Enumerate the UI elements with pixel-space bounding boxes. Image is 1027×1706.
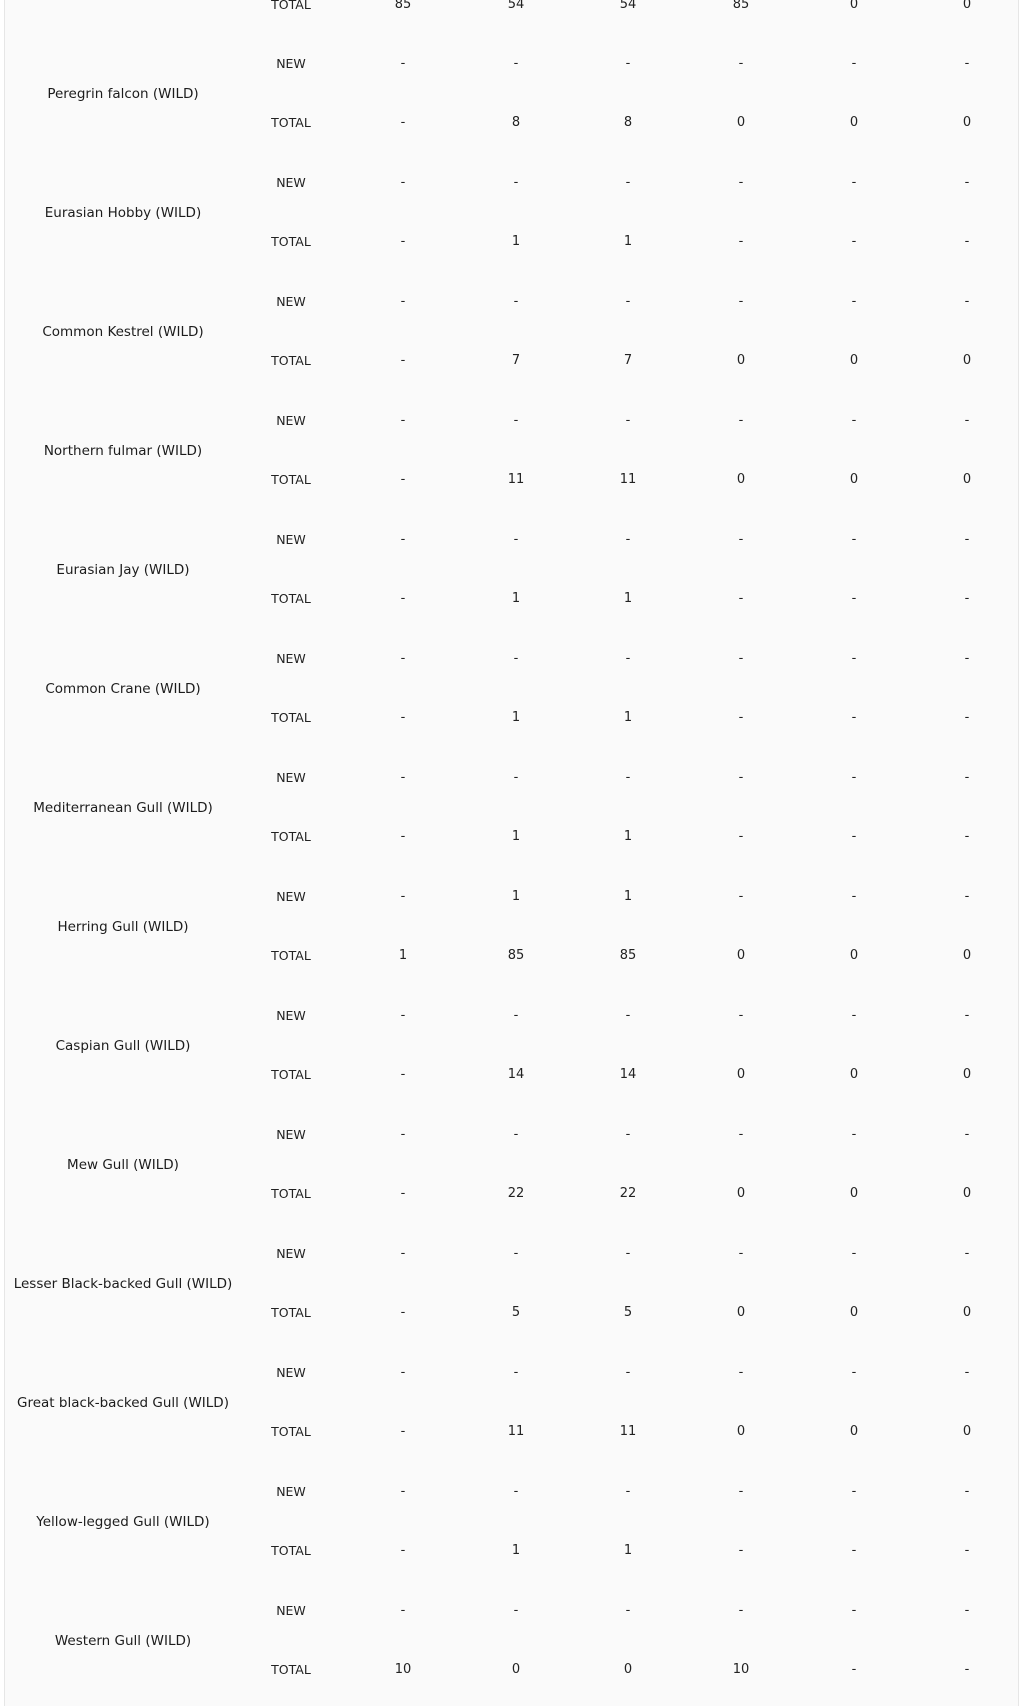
- value-cell: -: [964, 829, 970, 844]
- value-cell: -: [851, 770, 857, 785]
- value-cell: -: [400, 889, 406, 904]
- row-type-label: TOTAL: [271, 1067, 311, 1082]
- row-type-label: NEW: [276, 1603, 306, 1618]
- value-cell: 0: [962, 353, 972, 368]
- value-cell: 1: [511, 1543, 521, 1558]
- value-cell: -: [400, 829, 406, 844]
- value-cell: -: [513, 651, 519, 666]
- value-cell: 85: [732, 0, 750, 12]
- value-cell: 0: [849, 1067, 859, 1082]
- value-cell: -: [851, 234, 857, 249]
- species-name: Lesser Black-backed Gull (WILD): [13, 1275, 233, 1292]
- value-cell: 1: [511, 591, 521, 606]
- value-cell: 0: [736, 1424, 746, 1439]
- value-cell: 1: [398, 948, 408, 963]
- value-cell: -: [625, 1603, 631, 1618]
- row-type-label: TOTAL: [271, 1543, 311, 1558]
- row-type-label: NEW: [276, 1484, 306, 1499]
- row-type-label: TOTAL: [271, 948, 311, 963]
- value-cell: -: [964, 1127, 970, 1142]
- value-cell: -: [964, 532, 970, 547]
- species-name: Great black-backed Gull (WILD): [17, 1394, 229, 1411]
- value-cell: -: [851, 1603, 857, 1618]
- value-cell: -: [964, 889, 970, 904]
- row-type-label: NEW: [276, 294, 306, 309]
- value-cell: 0: [736, 115, 746, 130]
- value-cell: -: [738, 56, 744, 71]
- species-name: Northern fulmar (WILD): [43, 442, 203, 459]
- value-cell: 0: [962, 1067, 972, 1082]
- value-cell: 0: [623, 1662, 633, 1677]
- value-cell: -: [400, 294, 406, 309]
- value-cell: 0: [962, 0, 972, 12]
- species-name: Eurasian Hobby (WILD): [44, 204, 202, 221]
- value-cell: 0: [962, 115, 972, 130]
- value-cell: -: [964, 1484, 970, 1499]
- table-row-total: [5, 825, 1018, 849]
- table-row-new: [5, 1123, 1018, 1147]
- row-type-label: NEW: [276, 1008, 306, 1023]
- value-cell: -: [400, 1067, 406, 1082]
- value-cell: -: [513, 1484, 519, 1499]
- value-cell: 0: [736, 1186, 746, 1201]
- value-cell: -: [851, 889, 857, 904]
- value-cell: -: [738, 889, 744, 904]
- row-type-label: TOTAL: [271, 234, 311, 249]
- value-cell: 0: [849, 115, 859, 130]
- value-cell: 7: [511, 353, 521, 368]
- value-cell: 1: [623, 591, 633, 606]
- table-row-new: [5, 171, 1018, 195]
- value-cell: -: [400, 115, 406, 130]
- table-row-new: [5, 766, 1018, 790]
- statistics-table: [4, 0, 1019, 1706]
- table-row-new: [5, 1480, 1018, 1504]
- value-cell: -: [851, 1246, 857, 1261]
- value-cell: 0: [849, 1305, 859, 1320]
- value-cell: -: [851, 1008, 857, 1023]
- table-row-total: [5, 944, 1018, 968]
- value-cell: -: [738, 1008, 744, 1023]
- species-name: Eurasian Jay (WILD): [56, 561, 190, 578]
- table-row-total: [5, 1182, 1018, 1206]
- value-cell: -: [400, 591, 406, 606]
- value-cell: -: [964, 56, 970, 71]
- table-row-new: [5, 647, 1018, 671]
- value-cell: -: [625, 56, 631, 71]
- row-type-label: NEW: [276, 413, 306, 428]
- table-row-total: [5, 1301, 1018, 1325]
- value-cell: 22: [619, 1186, 637, 1201]
- value-cell: 0: [736, 948, 746, 963]
- value-cell: 0: [849, 472, 859, 487]
- table-row-total: [5, 1420, 1018, 1444]
- value-cell: -: [513, 1008, 519, 1023]
- value-cell: 11: [619, 1424, 637, 1439]
- table-row-total: [5, 0, 1018, 17]
- row-type-label: NEW: [276, 651, 306, 666]
- value-cell: -: [738, 175, 744, 190]
- value-cell: -: [513, 532, 519, 547]
- value-cell: 8: [511, 115, 521, 130]
- value-cell: 5: [511, 1305, 521, 1320]
- table-row-total: [5, 1658, 1018, 1682]
- value-cell: 0: [962, 948, 972, 963]
- value-cell: -: [738, 1603, 744, 1618]
- value-cell: -: [851, 591, 857, 606]
- value-cell: -: [400, 1365, 406, 1380]
- value-cell: -: [513, 1246, 519, 1261]
- value-cell: -: [738, 710, 744, 725]
- value-cell: -: [738, 591, 744, 606]
- value-cell: -: [400, 1127, 406, 1142]
- value-cell: 10: [394, 1662, 412, 1677]
- value-cell: -: [851, 1484, 857, 1499]
- value-cell: 7: [623, 353, 633, 368]
- value-cell: 22: [507, 1186, 525, 1201]
- table-row-total: [5, 468, 1018, 492]
- value-cell: -: [964, 1662, 970, 1677]
- species-name: Herring Gull (WILD): [57, 918, 189, 935]
- row-type-label: NEW: [276, 175, 306, 190]
- value-cell: 14: [619, 1067, 637, 1082]
- value-cell: -: [400, 651, 406, 666]
- value-cell: -: [513, 1365, 519, 1380]
- value-cell: 0: [736, 1067, 746, 1082]
- value-cell: -: [738, 294, 744, 309]
- table-row-total: [5, 111, 1018, 135]
- value-cell: -: [738, 234, 744, 249]
- species-name: Mediterranean Gull (WILD): [33, 799, 213, 816]
- value-cell: -: [625, 770, 631, 785]
- value-cell: -: [400, 1603, 406, 1618]
- value-cell: -: [964, 1603, 970, 1618]
- value-cell: -: [851, 710, 857, 725]
- value-cell: -: [851, 56, 857, 71]
- value-cell: 8: [623, 115, 633, 130]
- value-cell: -: [851, 294, 857, 309]
- value-cell: -: [400, 1008, 406, 1023]
- species-name: Common Crane (WILD): [45, 680, 201, 697]
- row-type-label: NEW: [276, 889, 306, 904]
- row-type-label: NEW: [276, 56, 306, 71]
- value-cell: 0: [849, 353, 859, 368]
- value-cell: -: [400, 1484, 406, 1499]
- value-cell: -: [851, 651, 857, 666]
- value-cell: -: [964, 651, 970, 666]
- table-row-total: [5, 230, 1018, 254]
- value-cell: 0: [849, 1424, 859, 1439]
- value-cell: -: [851, 1543, 857, 1558]
- value-cell: 1: [511, 829, 521, 844]
- value-cell: 85: [619, 948, 637, 963]
- row-type-label: TOTAL: [271, 1305, 311, 1320]
- value-cell: -: [625, 1484, 631, 1499]
- value-cell: -: [625, 175, 631, 190]
- value-cell: -: [964, 710, 970, 725]
- value-cell: -: [964, 770, 970, 785]
- value-cell: -: [964, 1246, 970, 1261]
- row-type-label: TOTAL: [271, 1186, 311, 1201]
- table-row-new: [5, 52, 1018, 76]
- value-cell: 1: [623, 710, 633, 725]
- value-cell: 0: [511, 1662, 521, 1677]
- value-cell: -: [513, 1127, 519, 1142]
- value-cell: -: [400, 710, 406, 725]
- table-row-new: [5, 1004, 1018, 1028]
- value-cell: 0: [962, 1424, 972, 1439]
- row-type-label: NEW: [276, 1246, 306, 1261]
- value-cell: -: [400, 1543, 406, 1558]
- row-type-label: NEW: [276, 1365, 306, 1380]
- value-cell: -: [400, 1246, 406, 1261]
- value-cell: 54: [507, 0, 525, 12]
- value-cell: -: [964, 591, 970, 606]
- value-cell: 1: [511, 234, 521, 249]
- value-cell: 1: [623, 234, 633, 249]
- value-cell: 11: [507, 1424, 525, 1439]
- value-cell: -: [851, 175, 857, 190]
- table-row-total: [5, 706, 1018, 730]
- table-row-new: [5, 1242, 1018, 1266]
- value-cell: 85: [394, 0, 412, 12]
- value-cell: 0: [962, 1305, 972, 1320]
- value-cell: -: [738, 532, 744, 547]
- value-cell: -: [851, 829, 857, 844]
- value-cell: -: [964, 1008, 970, 1023]
- value-cell: -: [625, 413, 631, 428]
- value-cell: 0: [962, 1186, 972, 1201]
- value-cell: -: [851, 1662, 857, 1677]
- value-cell: -: [964, 1365, 970, 1380]
- value-cell: -: [738, 770, 744, 785]
- value-cell: 54: [619, 0, 637, 12]
- value-cell: 0: [736, 1305, 746, 1320]
- species-name: Mew Gull (WILD): [67, 1156, 179, 1173]
- row-type-label: TOTAL: [271, 1424, 311, 1439]
- value-cell: -: [400, 532, 406, 547]
- table-row-new: [5, 409, 1018, 433]
- table-row-new: [5, 1599, 1018, 1623]
- row-type-label: TOTAL: [271, 829, 311, 844]
- value-cell: -: [851, 532, 857, 547]
- value-cell: -: [964, 294, 970, 309]
- value-cell: -: [964, 175, 970, 190]
- species-name: Caspian Gull (WILD): [55, 1037, 191, 1054]
- table-row-total: [5, 587, 1018, 611]
- table-row-new: [5, 290, 1018, 314]
- value-cell: -: [851, 1127, 857, 1142]
- value-cell: 1: [623, 1543, 633, 1558]
- species-name: Yellow-legged Gull (WILD): [36, 1513, 210, 1530]
- value-cell: -: [625, 1127, 631, 1142]
- value-cell: -: [964, 1543, 970, 1558]
- value-cell: 11: [619, 472, 637, 487]
- row-type-label: TOTAL: [271, 710, 311, 725]
- value-cell: 10: [732, 1662, 750, 1677]
- value-cell: -: [738, 413, 744, 428]
- value-cell: 14: [507, 1067, 525, 1082]
- value-cell: 85: [507, 948, 525, 963]
- value-cell: -: [513, 294, 519, 309]
- value-cell: -: [738, 1127, 744, 1142]
- value-cell: -: [738, 1484, 744, 1499]
- value-cell: -: [400, 56, 406, 71]
- value-cell: -: [964, 413, 970, 428]
- row-type-label: NEW: [276, 1127, 306, 1142]
- value-cell: -: [513, 770, 519, 785]
- value-cell: -: [400, 1424, 406, 1439]
- value-cell: 1: [623, 889, 633, 904]
- value-cell: -: [738, 829, 744, 844]
- row-type-label: TOTAL: [271, 591, 311, 606]
- value-cell: -: [513, 175, 519, 190]
- value-cell: 0: [849, 0, 859, 12]
- row-type-label: TOTAL: [271, 0, 311, 12]
- value-cell: -: [738, 1246, 744, 1261]
- value-cell: -: [625, 532, 631, 547]
- value-cell: -: [625, 651, 631, 666]
- row-type-label: TOTAL: [271, 1662, 311, 1677]
- value-cell: 0: [736, 472, 746, 487]
- value-cell: -: [400, 234, 406, 249]
- value-cell: 0: [849, 1186, 859, 1201]
- table-row-new: [5, 528, 1018, 552]
- value-cell: -: [513, 56, 519, 71]
- value-cell: -: [400, 1305, 406, 1320]
- value-cell: -: [400, 770, 406, 785]
- table-row-total: [5, 1539, 1018, 1563]
- value-cell: -: [513, 1603, 519, 1618]
- value-cell: -: [400, 413, 406, 428]
- species-name: Western Gull (WILD): [54, 1632, 192, 1649]
- value-cell: -: [400, 472, 406, 487]
- row-type-label: NEW: [276, 532, 306, 547]
- value-cell: -: [513, 413, 519, 428]
- value-cell: 5: [623, 1305, 633, 1320]
- value-cell: -: [400, 175, 406, 190]
- value-cell: 1: [511, 710, 521, 725]
- value-cell: -: [851, 1365, 857, 1380]
- value-cell: -: [400, 1186, 406, 1201]
- species-name: Common Kestrel (WILD): [42, 323, 204, 340]
- value-cell: 0: [736, 353, 746, 368]
- value-cell: -: [625, 1365, 631, 1380]
- row-type-label: TOTAL: [271, 353, 311, 368]
- value-cell: -: [625, 294, 631, 309]
- value-cell: 0: [962, 472, 972, 487]
- table-row-total: [5, 349, 1018, 373]
- value-cell: -: [625, 1008, 631, 1023]
- value-cell: 0: [849, 948, 859, 963]
- value-cell: 1: [511, 889, 521, 904]
- table-row-total: [5, 1063, 1018, 1087]
- value-cell: -: [400, 353, 406, 368]
- table-row-new: [5, 885, 1018, 909]
- value-cell: 1: [623, 829, 633, 844]
- row-type-label: TOTAL: [271, 472, 311, 487]
- value-cell: 11: [507, 472, 525, 487]
- value-cell: -: [738, 651, 744, 666]
- value-cell: -: [738, 1365, 744, 1380]
- value-cell: -: [625, 1246, 631, 1261]
- value-cell: -: [738, 1543, 744, 1558]
- species-name: Peregrin falcon (WILD): [47, 85, 199, 102]
- row-type-label: TOTAL: [271, 115, 311, 130]
- row-type-label: NEW: [276, 770, 306, 785]
- value-cell: -: [851, 413, 857, 428]
- value-cell: -: [964, 234, 970, 249]
- table-row-new: [5, 1361, 1018, 1385]
